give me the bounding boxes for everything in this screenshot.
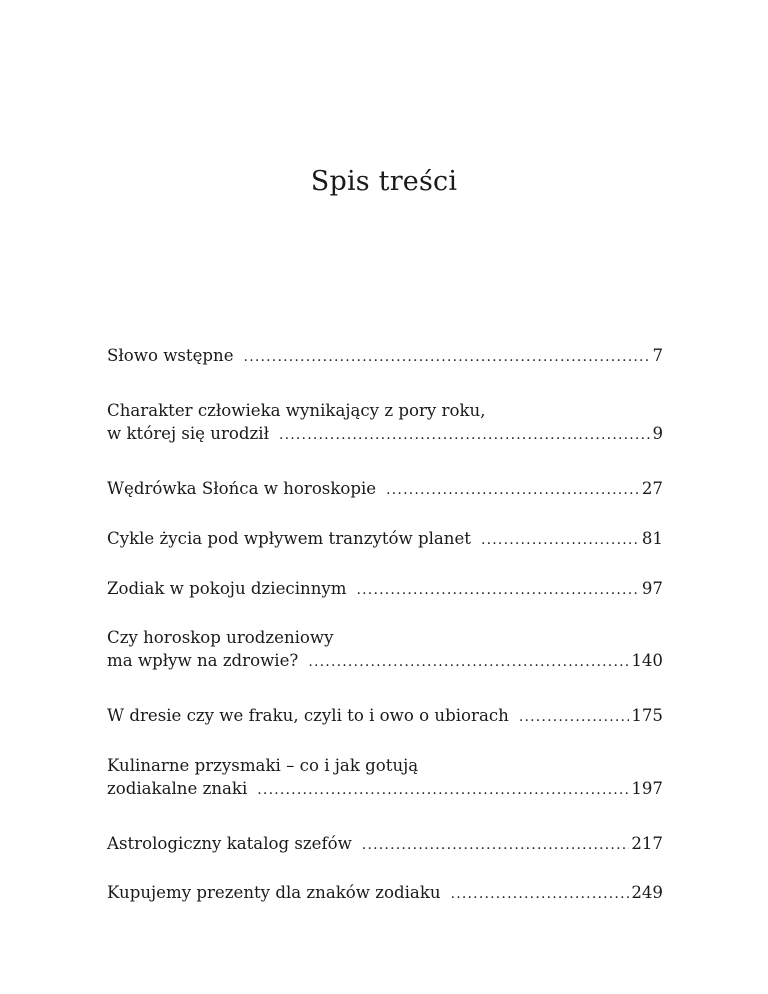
toc-page-number: 27 [641, 479, 663, 498]
toc-entry-title: Zodiak w pokoju dziecinnym [107, 579, 347, 598]
toc-entry-title-continued: ma wpływ na zdrowie? [107, 651, 299, 670]
toc-page-number: 217 [631, 834, 663, 853]
toc-page-number: 197 [631, 779, 663, 798]
toc-entry-title: W dresie czy we fraku, czyli to i owo o ubiorach [107, 706, 509, 725]
toc-entry [107, 832, 663, 855]
toc-entry-title: Kulinarne przysmaki – co i jak gotują [107, 756, 419, 775]
dot-leader [451, 883, 630, 906]
toc-page-number: 97 [641, 579, 663, 598]
dot-leader [244, 346, 651, 369]
toc-entry [107, 704, 663, 727]
toc-page-number: 140 [631, 651, 663, 670]
toc-page-number: 7 [652, 346, 663, 365]
page-title: Spis treści [310, 166, 458, 197]
dot-leader [362, 834, 630, 857]
toc-entry [107, 527, 663, 550]
toc-entry-title: Słowo wstępne [107, 346, 234, 365]
toc-entry [107, 626, 663, 672]
dot-leader [481, 529, 640, 552]
toc-page-number: 9 [652, 424, 663, 443]
dot-leader [357, 579, 640, 602]
toc-entry-title-continued: zodiakalne znaki [107, 779, 248, 798]
dot-leader [386, 479, 640, 502]
toc-page-number: 175 [631, 706, 663, 725]
toc-entry-title: Astrologiczny katalog szefów [107, 834, 352, 853]
toc-entry [107, 477, 663, 500]
toc-entry-title: Cykle życia pod wpływem tranzytów planet [107, 529, 471, 548]
toc-page-number: 81 [641, 529, 663, 548]
dot-leader [308, 651, 629, 674]
toc-page-number: 249 [631, 883, 663, 902]
toc-entry-title: Charakter człowieka wynikający z pory roku, [107, 401, 486, 420]
toc-entry-title: Czy horoskop urodzeniowy [107, 628, 334, 647]
toc-entry [107, 399, 663, 445]
dot-leader [519, 706, 629, 729]
toc-entry-title-continued: w której się urodził [107, 424, 269, 443]
dot-leader [257, 779, 629, 802]
toc-entry [107, 881, 663, 904]
dot-leader [279, 424, 650, 447]
toc-entry-title: Kupujemy prezenty dla znaków zodiaku [107, 883, 441, 902]
toc-entry [107, 344, 663, 367]
toc-entry [107, 577, 663, 600]
toc-entry [107, 754, 663, 800]
toc-entry-title: Wędrówka Słońca w horoskopie [107, 479, 377, 498]
